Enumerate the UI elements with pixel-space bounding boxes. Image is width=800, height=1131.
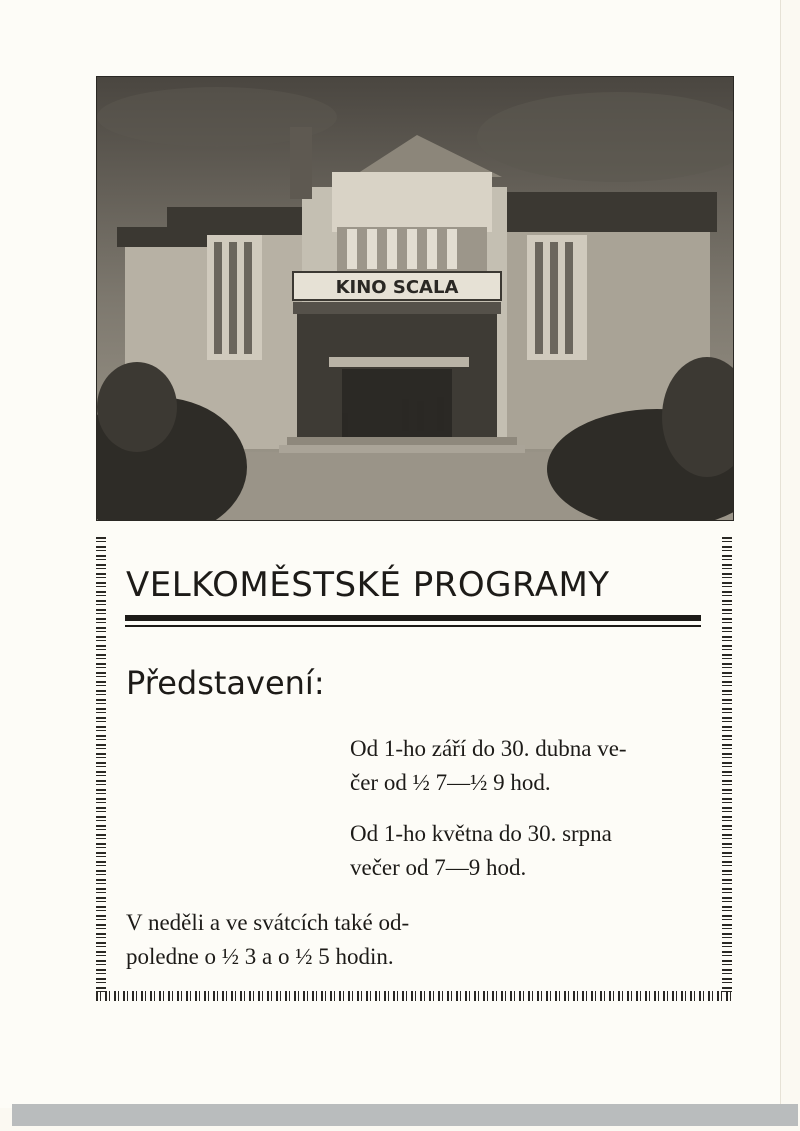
ornamental-border-right	[722, 537, 732, 993]
heading-rule-thin	[125, 625, 701, 627]
cinema-photograph	[96, 76, 734, 521]
schedule-line: poledne o ½ 3 a o ½ 5 hodin.	[126, 944, 394, 969]
schedule-line: Od 1-ho září do 30. dubna ve-	[350, 736, 627, 761]
heading-rule-thick	[125, 615, 701, 621]
schedule-line: Od 1-ho května do 30. srpna	[350, 821, 612, 846]
cinema-sign: KINO SCALA	[335, 277, 459, 298]
program-frame	[96, 537, 732, 1001]
ornamental-border-bottom	[96, 991, 732, 1001]
schedule-autumn-winter	[350, 732, 700, 800]
program-heading: VELKOMĚSTSKÉ PROGRAMY	[126, 565, 610, 605]
schedule-line: večer od 7—9 hod.	[350, 855, 527, 880]
schedule-line: V neděli a ve svátcích také od-	[126, 910, 410, 935]
performances-subheading: Představení:	[126, 664, 325, 702]
schedule-summer	[350, 817, 700, 885]
schedule-holidays	[126, 906, 546, 974]
scanner-edge	[12, 1104, 798, 1126]
schedule-line: čer od ½ 7—½ 9 hod.	[350, 770, 551, 795]
ornamental-border-left	[96, 537, 106, 993]
